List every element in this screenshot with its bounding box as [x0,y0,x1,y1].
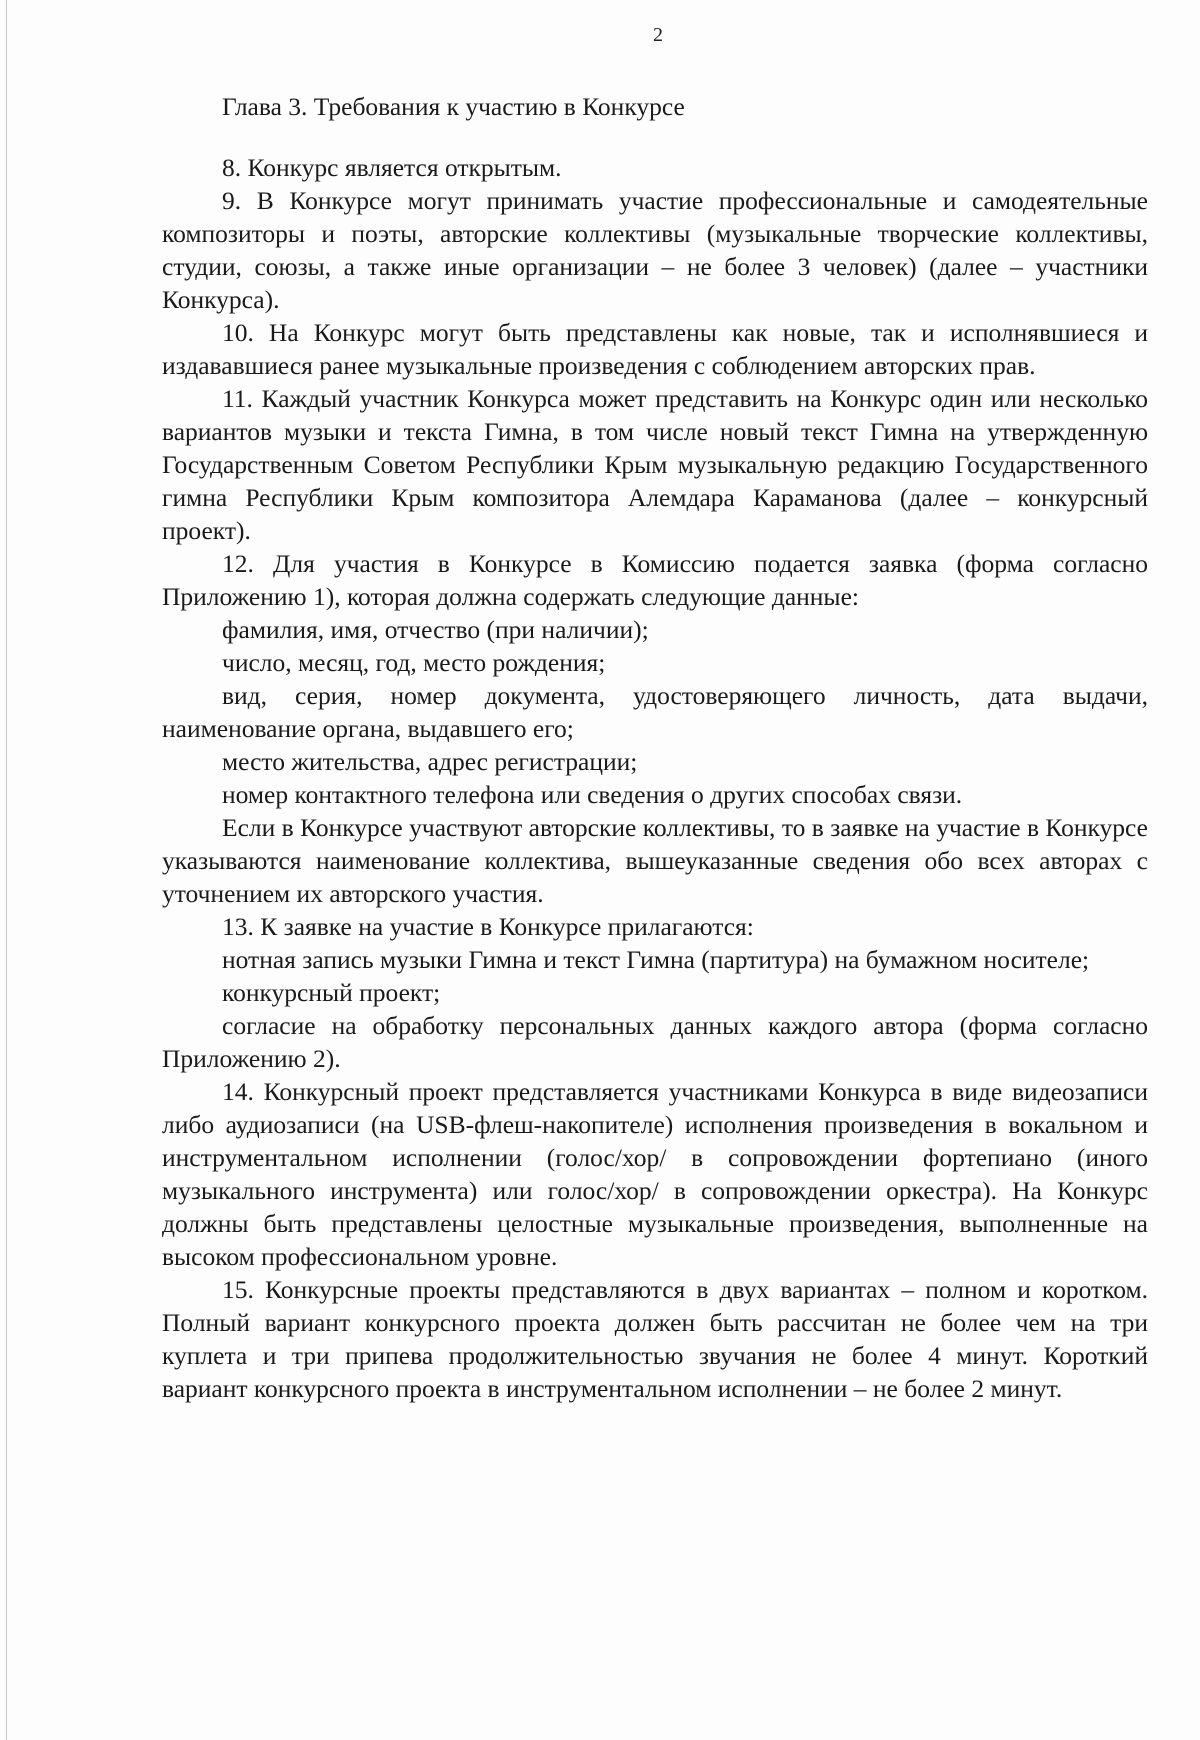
page-number: 2 [653,24,663,46]
paragraph-13: 13. К заявке на участие в Конкурсе прилагаются: [222,912,754,941]
list-item-consent: согласие на обработку персональных данных каждого автора (форма согласно Приложению 2). [162,1011,1148,1073]
list-item-id-document: вид, серия, номер документа, удостоверяющего личность, дата выдачи, наименование органа, выдавшего его; [162,681,1148,743]
paragraph-14: 14. Конкурсный проект представляется участниками Конкурса в виде видеозаписи либо аудиозаписи (на USB-флеш-накопителе) исполнения произведения в вокальном и инструментальном исполнении (голос/хор/ в сопровождении фортепиано (иного музыкального инструмента) или голос/хор/ в сопровождении оркестра). На Конкурс должны быть представлены целостные музыкальные произведения, выполненные на высоком профессиональном уровне. [162,1077,1148,1271]
paragraph-8: 8. Конкурс является открытым. [222,153,562,182]
paragraph-12: 12. Для участия в Конкурсе в Комиссию подается заявка (форма согласно Приложению 1), которая должна содержать следующие данные: [162,549,1148,611]
paragraph-9: 9. В Конкурсе могут принимать участие профессиональные и самодеятельные композиторы и поэты, авторские коллективы (музыкальные творческие коллективы, студии, союзы, а также иные организации – не более 3 человек) (далее – участники Конкурса). [162,186,1148,314]
list-item-address: место жительства, адрес регистрации; [222,747,638,776]
list-item-project: конкурсный проект; [222,978,441,1007]
document-body [162,90,1148,1405]
list-item-contact: номер контактного телефона или сведения о других способах связи. [222,780,963,809]
paragraph-10: 10. На Конкурс могут быть представлены как новые, так и исполнявшиеся и издававшиеся ранее музыкальные произведения с соблюдением авторских прав. [162,318,1148,380]
paragraph-15: 15. Конкурсные проекты представляются в двух вариантах – полном и коротком. Полный вариант конкурсного проекта должен быть рассчитан не более чем на три куплета и три припева продолжительностью звучания не более 4 минут. Короткий вариант конкурсного проекта в инструментальном исполнении – не более 2 минут. [162,1275,1148,1403]
list-item-birth-date: число, месяц, год, место рождения; [222,648,606,677]
paragraph-collectives: Если в Конкурсе участвуют авторские коллективы, то в заявке на участие в Конкурсе указываются наименование коллектива, вышеуказанные сведения обо всех авторах с уточнением их авторского участия. [162,813,1148,908]
chapter-heading: Глава 3. Требования к участию в Конкурсе [222,92,685,121]
list-item-full-name: фамилия, имя, отчество (при наличии); [222,615,649,644]
paragraph-11: 11. Каждый участник Конкурса может представить на Конкурс один или несколько вариантов музыки и текста Гимна, в том числе новый текст Гимна на утвержденную Государственным Советом Республики Крым музыкальную редакцию Государственного гимна Республики Крым композитора Алемдара Караманова (далее – конкурсный проект). [162,384,1148,545]
list-item-sheet-music: нотная запись музыки Гимна и текст Гимна (партитура) на бумажном носителе; [222,945,1090,974]
scan-edge-line [6,0,7,1740]
